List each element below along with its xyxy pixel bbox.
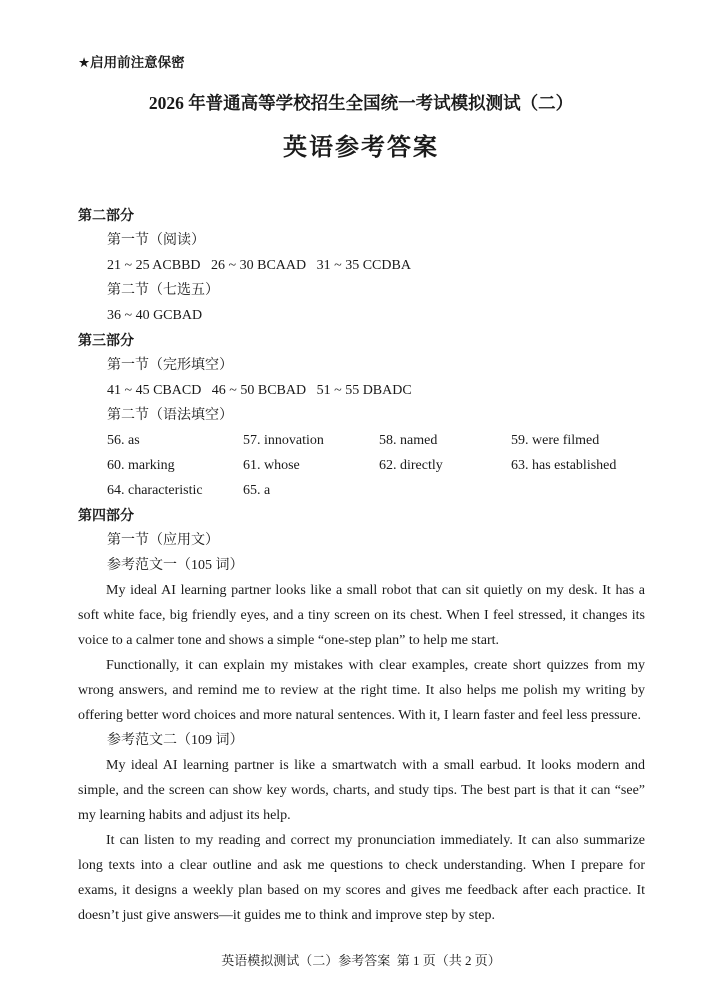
part3-section1-answers: 41 ~ 45 CBACD 46 ~ 50 BCBAD 51 ~ 55 DBADC (107, 383, 412, 398)
fill-answer-61: 61. whose (243, 458, 300, 473)
essay2-paragraph-1: My ideal AI learning partner is like a smartwatch with a small earbud. It looks modern and simple, and the screen can show key words, charts, and study tips. The best part is that it can “see” my learning habits and adjust its help. (78, 758, 645, 823)
essay2-title: 参考范文二（109 词） (107, 733, 244, 748)
fill-answer-59: 59. were filmed (511, 433, 600, 448)
fill-answer-62: 62. directly (379, 458, 443, 473)
fill-answer-58: 58. named (379, 433, 438, 448)
answer-key-title: 英语参考答案 (283, 134, 439, 161)
part4-heading: 第四部分 (78, 507, 134, 523)
page-footer: 英语模拟测试（二）参考答案 第 1 页（共 2 页） (221, 953, 501, 968)
essay2-paragraph-2: It can listen to my reading and correct my pronunciation immediately. It can also summarize long texts into a clear outline and ask me questions to check understanding. When I prepare for exams, it designs a weekly plan based on my scores and gives me feedback after each practice. It doesn’t just give answers—it guides me to think and improve step by step. (78, 833, 645, 923)
essay1-paragraph-2: Functionally, it can explain my mistakes with clear examples, create short quizzes from my wrong answers, and remind me to review at the right time. It also helps me polish my writing by offering better word choices and more natural sentences. With it, I learn faster and feel less pressure. (78, 658, 645, 723)
confidential-notice: ★启用前注意保密 (78, 55, 185, 70)
part3-heading: 第三部分 (78, 332, 134, 348)
part4-section1-label: 第一节（应用文） (107, 533, 219, 548)
essay1-title: 参考范文一（105 词） (107, 558, 244, 573)
fill-answer-57: 57. innovation (243, 433, 324, 448)
part2-heading: 第二部分 (78, 207, 134, 223)
part2-section2-label: 第二节（七选五） (107, 283, 219, 298)
part3-section1-label: 第一节（完形填空） (107, 358, 233, 373)
fill-answer-63: 63. has established (511, 458, 617, 473)
grammar-fill-answers-grid (107, 428, 645, 503)
answers-content (78, 203, 645, 928)
fill-answer-65: 65. a (243, 483, 271, 498)
essay1-paragraph-1: My ideal AI learning partner looks like a small robot that can sit quietly on my desk. It has a soft white face, big friendly eyes, and a tiny screen on its chest. When I feel stressed, it changes its voice to a calmer tone and shows a simple “one-step plan” to help me start. (78, 583, 645, 648)
exam-title: 2026 年普通高等学校招生全国统一考试模拟测试（二） (148, 93, 574, 113)
part3-section2-label: 第二节（语法填空） (107, 408, 233, 423)
part2-section1-label: 第一节（阅读） (107, 233, 205, 248)
fill-answer-60: 60. marking (107, 458, 175, 473)
fill-answer-56: 56. as (107, 433, 140, 448)
part2-section1-answers: 21 ~ 25 ACBBD 26 ~ 30 BCAAD 31 ~ 35 CCDBA (107, 258, 411, 273)
fill-answer-64: 64. characteristic (107, 483, 203, 498)
part2-section2-answers: 36 ~ 40 GCBAD (107, 308, 203, 323)
